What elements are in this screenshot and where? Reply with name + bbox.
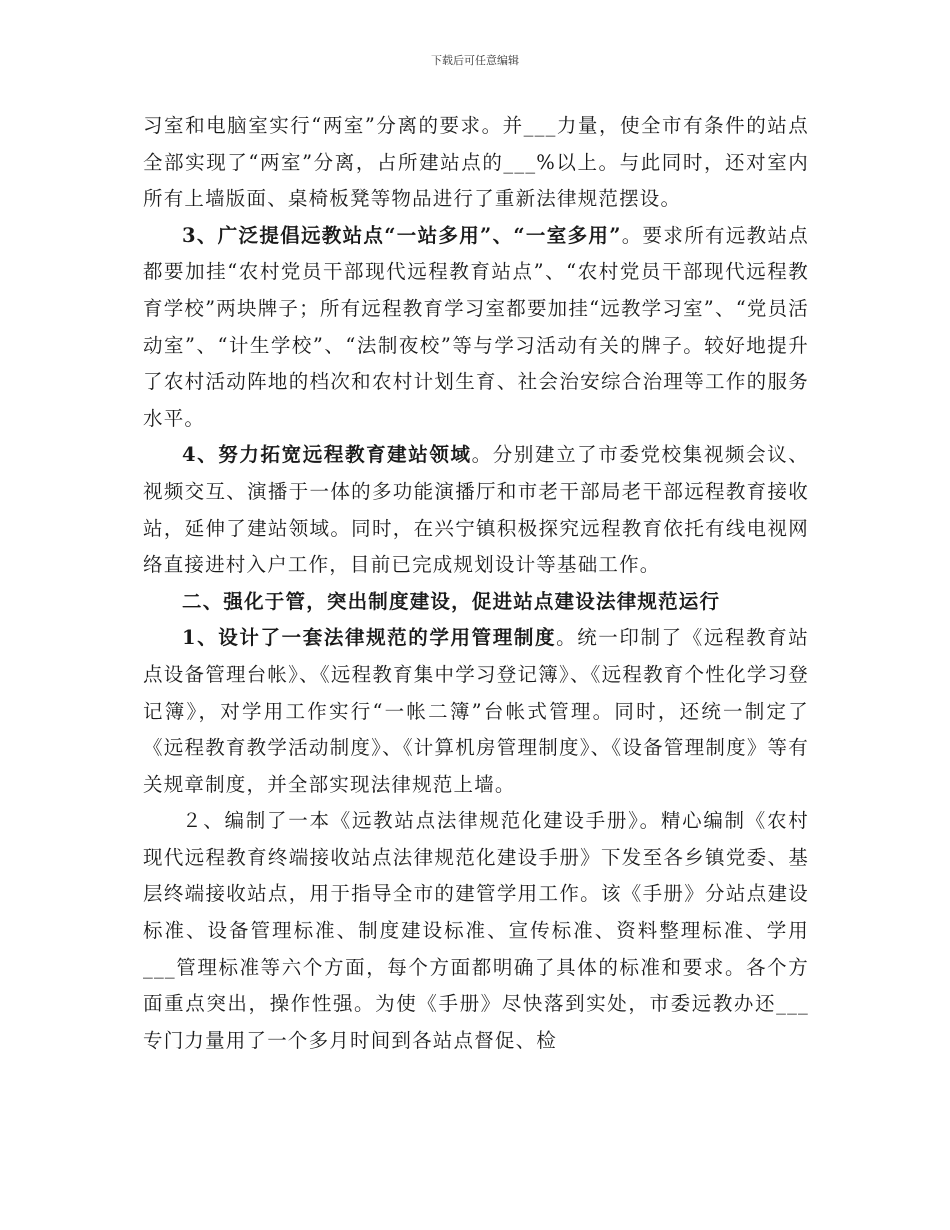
paragraph-item-1 — [143, 620, 809, 803]
page-header: 下载后可任意编辑 — [431, 54, 519, 67]
paragraph-continuation — [143, 108, 809, 218]
paragraph-lead: 4、努力拓宽远程教育建站领域 — [182, 443, 472, 467]
document-body — [143, 108, 809, 1059]
paragraph-lead: 3、广泛提倡远教站点“一站多用”、“一室多用” — [182, 223, 622, 247]
section-title: 二、强化于管，突出制度建设，促进站点建设法律规范运行 — [182, 589, 721, 613]
paragraph-item-2 — [143, 803, 809, 1059]
paragraph-item-3 — [143, 218, 809, 438]
paragraph-item-4 — [143, 437, 809, 583]
paragraph-text: 习室和电脑室实行“两室”分离的要求。并___力量，使全市有条件的站点全部实现了“两室”分离，占所建站点的___%以上。与此同时，还对室内所有上墙版面、桌椅板凳等物品进行了重新法律规范摆设。 — [143, 114, 809, 211]
paragraph-text: 。分别建立了市委党校集视频会议、视频交互、演播于一体的多功能演播厅和市老干部局老干部远程教育接收站，延伸了建站领域。同时，在兴宁镇积极探究远程教育依托有线电视网络直接进村入户工作，目前已完成规划设计等基础工作。 — [143, 443, 809, 577]
paragraph-lead: 1、设计了一套法律规范的学用管理制度 — [182, 626, 557, 650]
paragraph-text: 。统一印制了《远程教育站点设备管理台帐》、《远程教育集中学习登记簿》、《远程教育个性化学习登记簿》，对学用工作实行“一帐二簿”台帐式管理。同时，还统一制定了《远程教育教学活动制度》、《计算机房管理制度》、《设备管理制度》等有关规章制度，并全部实现法律规范上墙。 — [143, 626, 810, 796]
paragraph-text: ２、编制了一本《远教站点法律规范化建设手册》。精心编制《农村现代远程教育终端接收站点法律规范化建设手册》下发至各乡镇党委、基层终端接收站点，用于指导全市的建管学用工作。该《手册》分站点建设标准、设备管理标准、制度建设标准、宣传标准、资料整理标准、学用___管理标准等六个方面，每个方面都明确了具体的标准和要求。各个方面重点突出，操作性强。为使《手册》尽快落到实处，市委远教办还___专门力量用了一个多月时间到各站点督促、检 — [143, 809, 809, 1052]
paragraph-text: 。要求所有远教站点都要加挂“农村党员干部现代远程教育站点”、“农村党员干部现代远程教育学校”两块牌子；所有远程教育学习室都要加挂“远教学习室”、“党员活动室”、“计生学校”、“法制夜校”等与学习活动有关的牌子。较好地提升了农村活动阵地的档次和农村计划生育、社会治安综合治理等工作的服务水平。 — [143, 223, 809, 430]
